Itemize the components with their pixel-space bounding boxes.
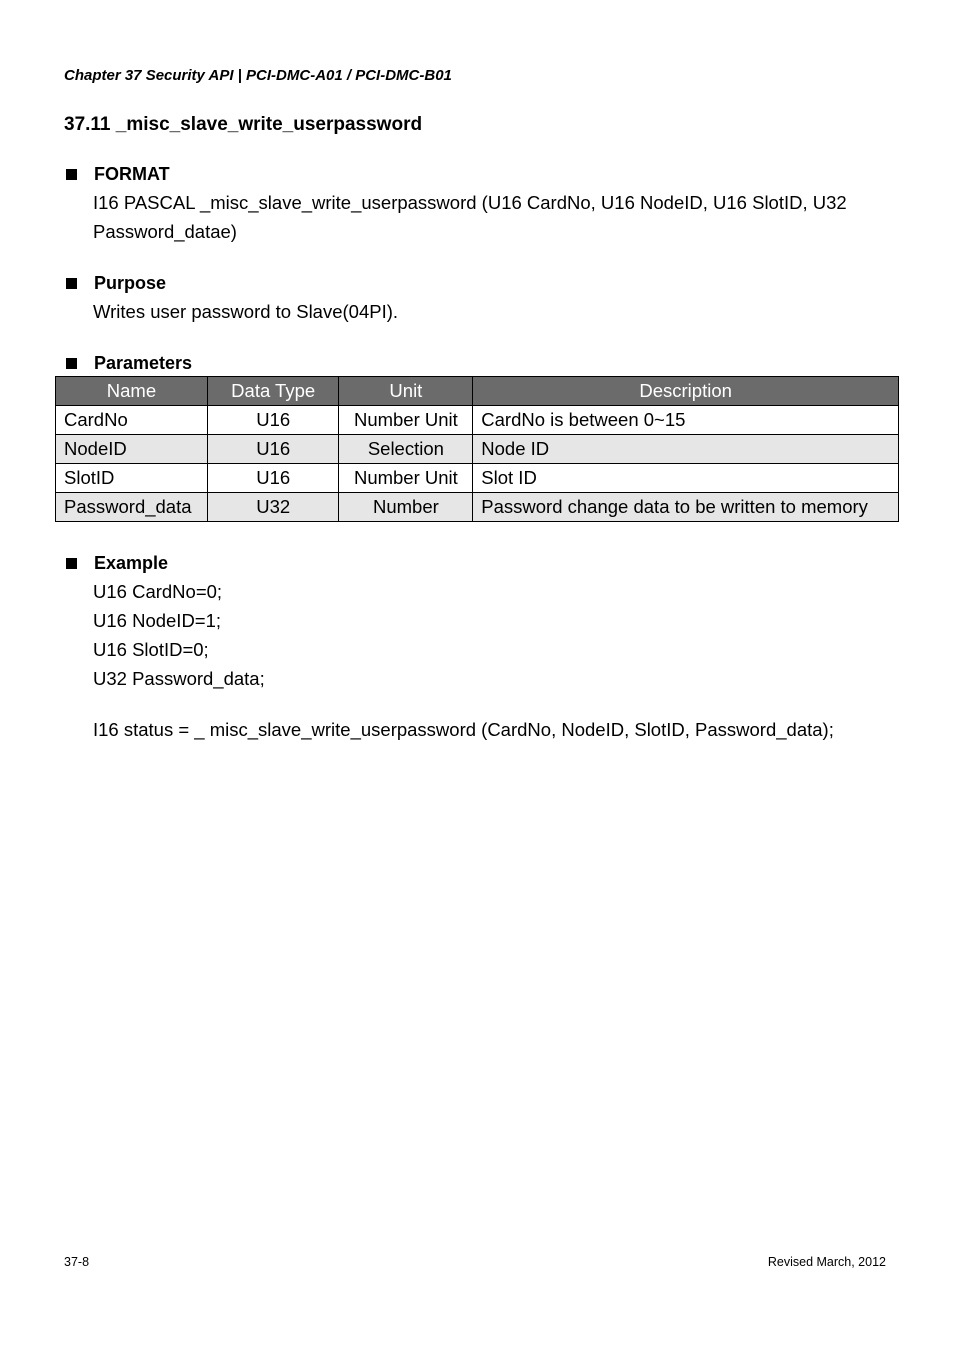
table-cell-unit: Selection (339, 435, 473, 464)
bullet-square-icon (66, 358, 77, 369)
format-signature (93, 189, 894, 246)
example-section (64, 551, 894, 744)
code-line: U16 CardNo=0; (93, 581, 223, 602)
column-header: Description (473, 377, 899, 406)
table-cell-type: U16 (207, 464, 339, 493)
code-line: U16 NodeID=1; (93, 610, 222, 631)
code-line: U16 SlotID=0; (93, 639, 209, 660)
chapter-header: Chapter 37 Security API | PCI-DMC-A01 / PCI-DMC-B01 (64, 67, 452, 84)
code-line: U32 Password_data; (93, 668, 265, 689)
table-cell-type: U16 (207, 406, 339, 435)
table-row (56, 493, 899, 522)
parameters-heading-row (64, 351, 894, 375)
section-title: 37.11 _misc_slave_write_userpassword (64, 114, 423, 135)
table-cell-name: Password_data (56, 493, 208, 522)
table-cell-type: U16 (207, 435, 339, 464)
parameters-heading: Parameters (94, 352, 193, 373)
table-row (56, 435, 899, 464)
table-cell-unit: Number (339, 493, 473, 522)
example-heading: Example (94, 552, 169, 573)
table-header-row (56, 377, 899, 406)
example-code (64, 577, 894, 744)
bullet-square-icon (66, 278, 77, 289)
table-cell-name: CardNo (56, 406, 208, 435)
table-cell-unit: Number Unit (339, 406, 473, 435)
column-header: Data Type (207, 377, 339, 406)
format-heading: FORMAT (94, 163, 170, 184)
parameters-section (64, 351, 894, 375)
table-cell-name: SlotID (56, 464, 208, 493)
purpose-text: Writes user password to Slave(04PI). (93, 301, 399, 322)
table-cell-description: CardNo is between 0~15 (473, 406, 899, 435)
table-row (56, 464, 899, 493)
format-heading-row (64, 162, 894, 186)
page-number: 37-8 (64, 1255, 90, 1269)
purpose-heading-row (64, 271, 894, 295)
revision-date: Revised March, 2012 (767, 1255, 886, 1269)
format-line-1: I16 PASCAL _misc_slave_write_userpassword (U16 CardNo, U16 NodeID, U16 SlotID, U32 (93, 192, 847, 213)
table-cell-description: Node ID (473, 435, 899, 464)
format-section (64, 162, 894, 246)
table-cell-name: NodeID (56, 435, 208, 464)
parameters-table (55, 376, 899, 522)
bullet-square-icon (66, 558, 77, 569)
bullet-square-icon (66, 169, 77, 180)
table-cell-description: Slot ID (473, 464, 899, 493)
column-header: Name (56, 377, 208, 406)
table-cell-description: Password change data to be written to memory (473, 493, 899, 522)
table-cell-type: U32 (207, 493, 339, 522)
format-line-2: Password_datae) (93, 220, 237, 242)
example-heading-row (64, 551, 894, 575)
table-cell-unit: Number Unit (339, 464, 473, 493)
purpose-section (64, 271, 894, 327)
purpose-heading: Purpose (94, 272, 167, 293)
table-row (56, 406, 899, 435)
column-header: Unit (339, 377, 473, 406)
code-call-line: I16 status = _ misc_slave_write_userpassword (CardNo, NodeID, SlotID, Password_data); (93, 719, 834, 740)
